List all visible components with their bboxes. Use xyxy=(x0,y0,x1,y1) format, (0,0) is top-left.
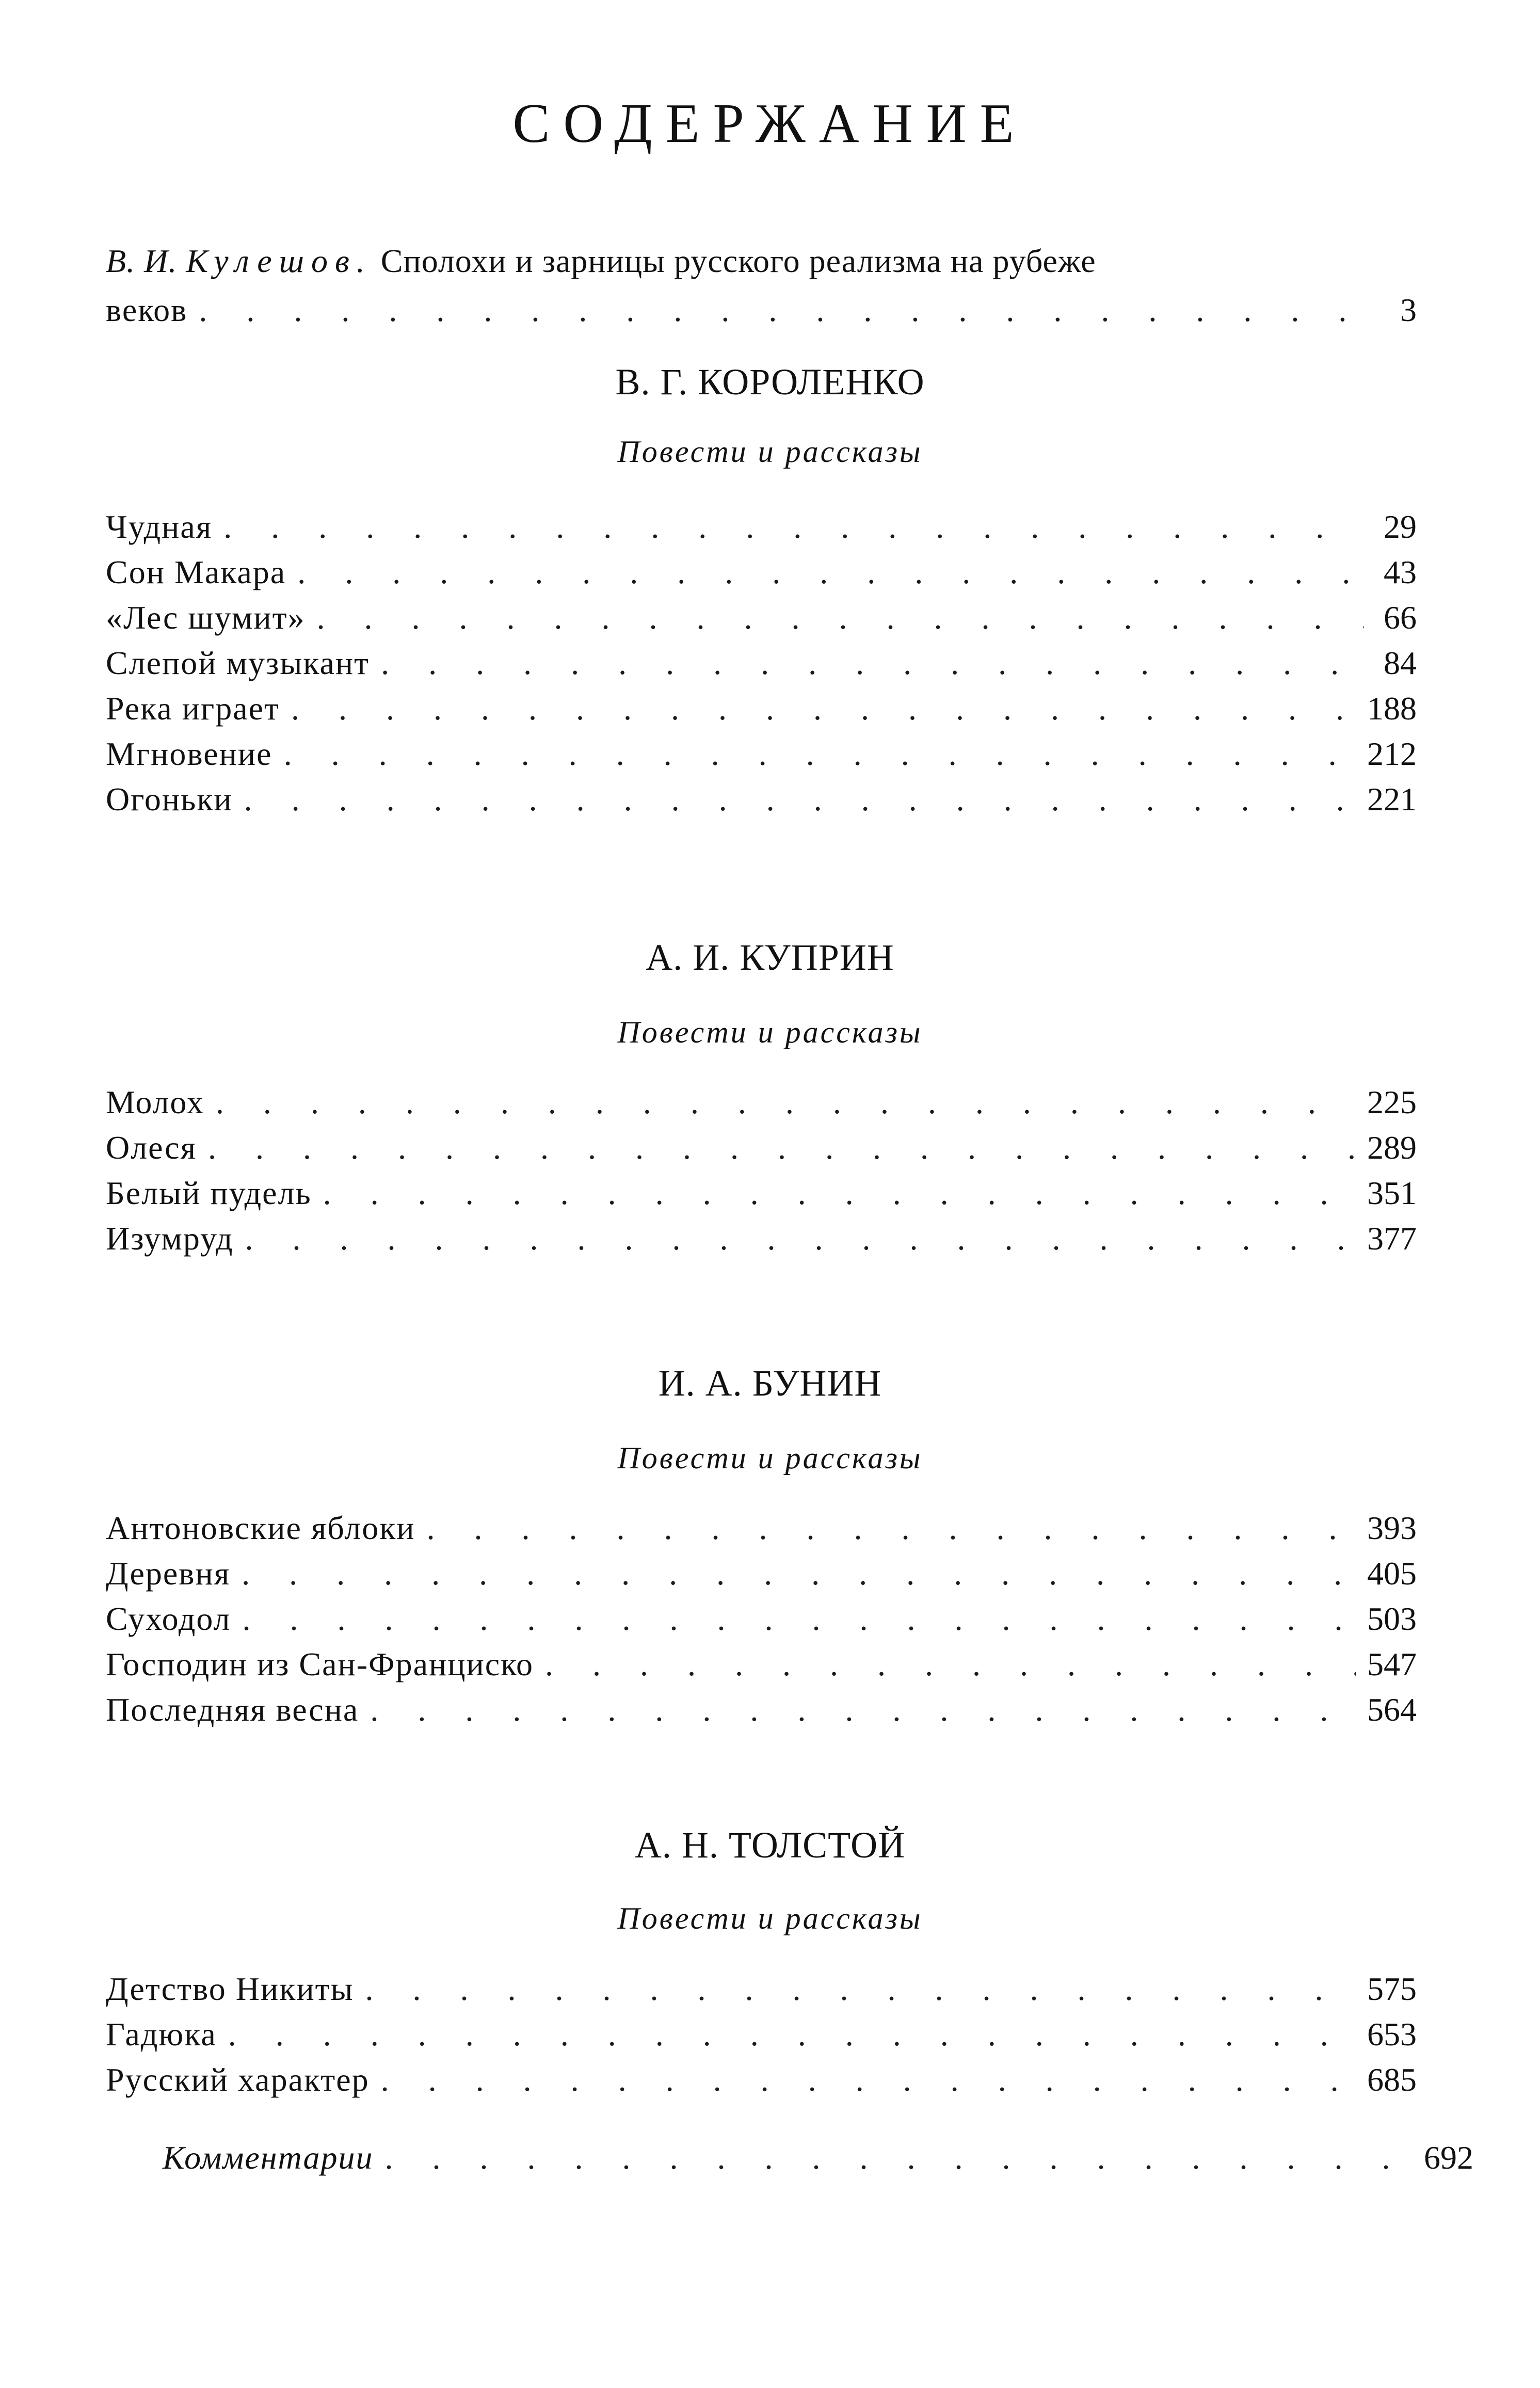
page-title: СОДЕРЖАНИЕ xyxy=(512,93,1028,154)
toc-entry[interactable] xyxy=(106,1551,1417,1596)
page-number: 221 xyxy=(1367,781,1417,818)
entry-title: Мгновение xyxy=(106,735,272,772)
entry-title: Русский характер xyxy=(106,2061,370,2098)
dot-leader xyxy=(242,1596,1356,1642)
page-number: 225 xyxy=(1367,1084,1417,1120)
page-number: 212 xyxy=(1367,735,1417,772)
entry-title: Олеся xyxy=(106,1129,197,1166)
page-number: 405 xyxy=(1367,1555,1417,1592)
section-subtitle-bunin: Повести и рассказы xyxy=(617,1441,923,1475)
intro-line-1 xyxy=(106,236,1417,285)
toc-entry[interactable] xyxy=(106,1966,1417,2012)
dot-leader xyxy=(284,731,1356,777)
intro-title-continued: веков xyxy=(106,292,188,328)
dot-leader xyxy=(381,2057,1356,2103)
section-author-bunin: И. А. БУНИН xyxy=(658,1363,882,1404)
toc-entry[interactable] xyxy=(106,686,1417,731)
page-number: 84 xyxy=(1384,645,1417,681)
entry-title: «Лес шумит» xyxy=(106,599,306,636)
dot-leader xyxy=(323,1171,1356,1216)
page-number: 503 xyxy=(1367,1600,1417,1637)
toc-list-tolstoy xyxy=(106,1966,1417,2103)
page-number: 653 xyxy=(1367,2016,1417,2053)
dot-leader xyxy=(381,640,1364,686)
page-number: 188 xyxy=(1367,690,1417,727)
entry-title: Огоньки xyxy=(106,781,233,818)
entry-title: Последняя весна xyxy=(106,1691,359,1728)
dot-leader xyxy=(223,504,1364,550)
toc-entry[interactable] xyxy=(106,1687,1417,1733)
page-number: 685 xyxy=(1367,2061,1417,2098)
dot-leader xyxy=(365,1966,1356,2012)
intro-title: Сполохи и зарницы русского реализма на рубеже xyxy=(380,243,1096,279)
section-subtitle-tolstoy: Повести и рассказы xyxy=(617,1901,923,1935)
page-number: 575 xyxy=(1367,1970,1417,2007)
dot-leader xyxy=(427,1505,1356,1551)
entry-title: Молох xyxy=(106,1084,204,1120)
entry-title: Белый пудель xyxy=(106,1175,312,1211)
toc-entry[interactable] xyxy=(106,2057,1417,2103)
toc-list-commentary xyxy=(106,2135,1473,2181)
toc-entry-commentary[interactable] xyxy=(163,2135,1473,2181)
section-subtitle-korolenko: Повести и рассказы xyxy=(617,435,923,469)
dot-leader xyxy=(199,285,1364,334)
entry-title: Чудная xyxy=(106,508,213,545)
entry-title: Суходол xyxy=(106,1600,231,1637)
intro-entry[interactable] xyxy=(106,236,1417,334)
dot-leader xyxy=(244,777,1356,822)
page-number: 289 xyxy=(1367,1129,1417,1166)
entry-title: Детство Никиты xyxy=(106,1970,354,2007)
dot-leader xyxy=(297,550,1364,595)
dot-leader xyxy=(245,1216,1356,1261)
toc-entry[interactable] xyxy=(106,595,1417,640)
toc-entry[interactable] xyxy=(106,1080,1417,1125)
section-author-tolstoy: А. Н. ТОЛСТОЙ xyxy=(634,1824,906,1866)
section-author-kuprin: А. И. КУПРИН xyxy=(646,937,894,978)
toc-entry[interactable] xyxy=(106,504,1417,550)
dot-leader xyxy=(242,1551,1356,1596)
section-author-korolenko: В. Г. КОРОЛЕНКО xyxy=(615,361,925,403)
entry-title: Река играет xyxy=(106,690,280,727)
toc-entry[interactable] xyxy=(106,731,1417,777)
dot-leader xyxy=(317,595,1364,640)
dot-leader xyxy=(545,1642,1356,1687)
toc-entry[interactable] xyxy=(106,640,1417,686)
intro-author-initials: В. И. xyxy=(106,243,178,279)
page-number: 692 xyxy=(1424,2139,1473,2176)
entry-title: Гадюка xyxy=(106,2016,217,2053)
dot-leader xyxy=(228,2012,1356,2057)
dot-leader xyxy=(216,1080,1356,1125)
toc-entry[interactable] xyxy=(106,550,1417,595)
page-number: 3 xyxy=(1400,292,1417,328)
toc-list-korolenko xyxy=(106,504,1417,822)
entry-title: Сон Макара xyxy=(106,554,286,590)
page-number: 43 xyxy=(1384,554,1417,590)
entry-title: Слепой музыкант xyxy=(106,645,370,681)
toc-entry[interactable] xyxy=(106,777,1417,822)
page-number: 564 xyxy=(1367,1691,1417,1728)
section-subtitle-kuprin: Повести и рассказы xyxy=(617,1015,923,1049)
intro-line-2 xyxy=(106,285,1417,334)
page-number: 66 xyxy=(1384,599,1417,636)
page-number: 393 xyxy=(1367,1510,1417,1546)
page-number: 29 xyxy=(1384,508,1417,545)
page-number: 377 xyxy=(1367,1220,1417,1257)
toc-entry[interactable] xyxy=(106,1125,1417,1171)
entry-title: Деревня xyxy=(106,1555,231,1592)
page-number: 547 xyxy=(1367,1646,1417,1682)
page-number: 351 xyxy=(1367,1175,1417,1211)
entry-title: Господин из Сан-Франциско xyxy=(106,1646,534,1682)
entry-title: Антоновские яблоки xyxy=(106,1510,415,1546)
intro-author-surname: Кулешов. xyxy=(186,243,372,279)
toc-entry[interactable] xyxy=(106,1642,1417,1687)
dot-leader xyxy=(208,1125,1356,1171)
toc-entry[interactable] xyxy=(106,1596,1417,1642)
toc-list-bunin xyxy=(106,1505,1417,1733)
dot-leader xyxy=(370,1687,1356,1733)
toc-list-kuprin xyxy=(106,1080,1417,1261)
intro-author xyxy=(106,243,372,279)
toc-entry[interactable] xyxy=(106,1216,1417,1261)
entry-title: Комментарии xyxy=(163,2139,374,2176)
dot-leader xyxy=(384,2135,1413,2181)
toc-entry[interactable] xyxy=(106,1505,1417,1551)
entry-title: Изумруд xyxy=(106,1220,234,1257)
toc-entry[interactable] xyxy=(106,1171,1417,1216)
dot-leader xyxy=(291,686,1356,731)
toc-entry[interactable] xyxy=(106,2012,1417,2057)
